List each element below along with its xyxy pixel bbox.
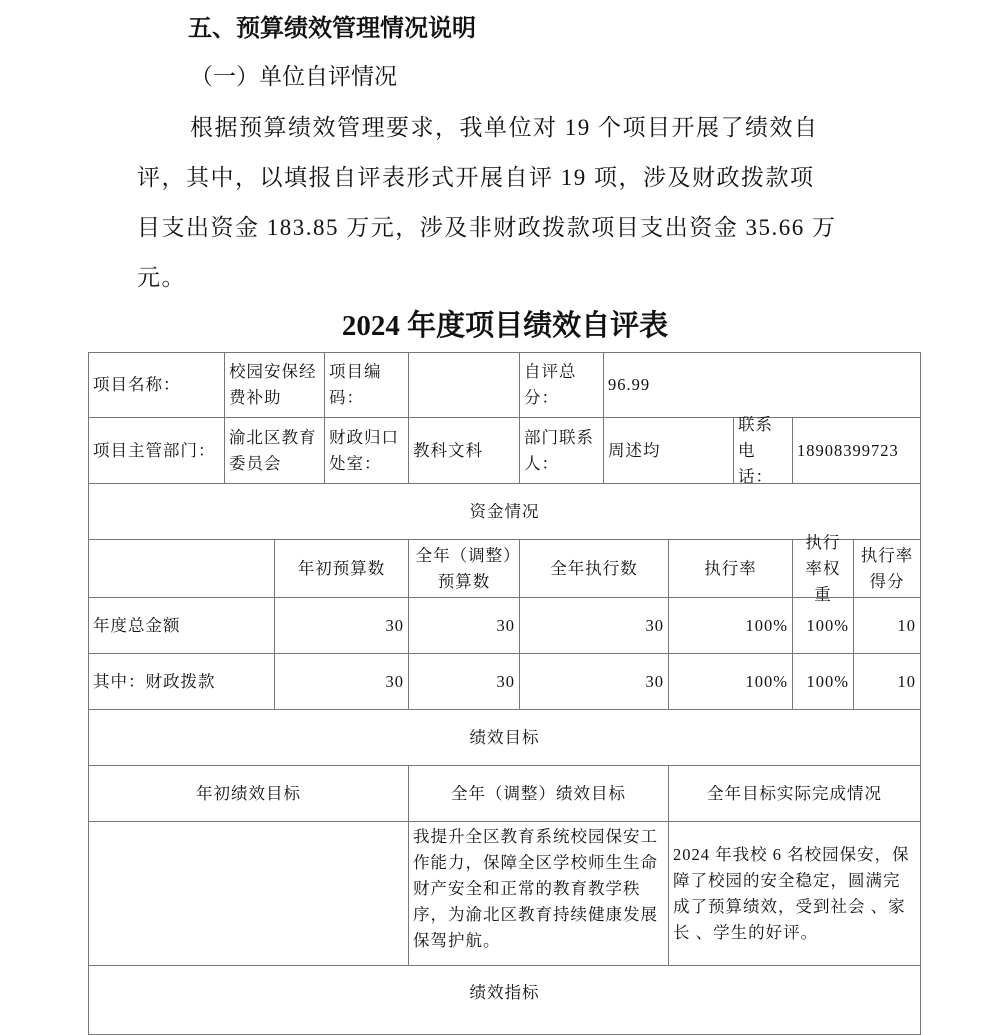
goal-initial bbox=[88, 821, 409, 966]
funds-heading: 资金情况 bbox=[88, 483, 921, 540]
fund-cell: 10 bbox=[853, 597, 921, 654]
fund-header: 执行率 bbox=[668, 539, 793, 598]
score-label: 自评总分： bbox=[519, 352, 604, 418]
goal-header: 年初绩效目标 bbox=[88, 765, 409, 822]
goal-header: 全年（调整）绩效目标 bbox=[408, 765, 669, 822]
goal-adjusted: 我提升全区教育系统校园保安工作能力，保障全区学校师生生命财产安全和正常的教育教学秩序，为渝北区教育持续健康发展保驾护航。 bbox=[408, 821, 669, 966]
phone-label: 联系电话： bbox=[733, 417, 793, 484]
fund-cell: 30 bbox=[408, 653, 520, 710]
fund-header: 执行率得分 bbox=[853, 539, 921, 598]
fund-cell: 30 bbox=[274, 653, 409, 710]
office: 教科文科 bbox=[408, 417, 520, 484]
fund-cell: 年度总金额 bbox=[88, 597, 275, 654]
fund-header bbox=[88, 539, 275, 598]
project-name: 校园安保经费补助 bbox=[224, 352, 325, 418]
project-name-label: 项目名称： bbox=[88, 352, 225, 418]
fund-cell: 100% bbox=[792, 597, 854, 654]
fund-cell: 30 bbox=[408, 597, 520, 654]
dept: 渝北区教育委员会 bbox=[224, 417, 325, 484]
goal-header: 全年目标实际完成情况 bbox=[668, 765, 921, 822]
fund-header: 执行率权重 bbox=[792, 539, 854, 598]
contact: 周述均 bbox=[603, 417, 734, 484]
fund-cell: 其中：财政拨款 bbox=[88, 653, 275, 710]
fund-cell: 30 bbox=[274, 597, 409, 654]
fund-cell: 10 bbox=[853, 653, 921, 710]
goal-actual: 2024 年我校 6 名校园保安，保障了校园的安全稳定，圆满完成了预算绩效，受到社会 、家长 、学生的好评。 bbox=[668, 821, 921, 966]
project-code bbox=[408, 352, 520, 418]
paragraph-line: 元。 bbox=[137, 265, 186, 290]
paragraph bbox=[137, 103, 897, 303]
fund-cell: 100% bbox=[668, 653, 793, 710]
project-code-label: 项目编码： bbox=[324, 352, 409, 418]
dept-label: 项目主管部门： bbox=[88, 417, 225, 484]
fund-header: 全年（调整）预算数 bbox=[408, 539, 520, 598]
indicators-heading: 绩效指标 bbox=[88, 965, 921, 1035]
office-label: 财政归口处室： bbox=[324, 417, 409, 484]
section-heading: 五、预算绩效管理情况说明 bbox=[188, 14, 476, 42]
paragraph-line: 评，其中，以填报自评表形式开展自评 19 项，涉及财政拨款项 bbox=[137, 165, 815, 190]
fund-header: 全年执行数 bbox=[519, 539, 669, 598]
fund-header: 年初预算数 bbox=[274, 539, 409, 598]
paragraph-line: 根据预算绩效管理要求，我单位对 19 个项目开展了绩效自 bbox=[190, 115, 819, 140]
phone: 18908399723 bbox=[792, 417, 921, 484]
fund-cell: 30 bbox=[519, 653, 669, 710]
fund-cell: 100% bbox=[668, 597, 793, 654]
table-title: 2024 年度项目绩效自评表 bbox=[341, 310, 669, 342]
goals-heading: 绩效目标 bbox=[88, 709, 921, 766]
fund-cell: 100% bbox=[792, 653, 854, 710]
contact-label: 部门联系人： bbox=[519, 417, 604, 484]
fund-cell: 30 bbox=[519, 597, 669, 654]
sub-heading: （一）单位自评情况 bbox=[190, 64, 397, 89]
score: 96.99 bbox=[603, 352, 921, 418]
paragraph-line: 目支出资金 183.85 万元，涉及非财政拨款项目支出资金 35.66 万 bbox=[137, 215, 837, 240]
